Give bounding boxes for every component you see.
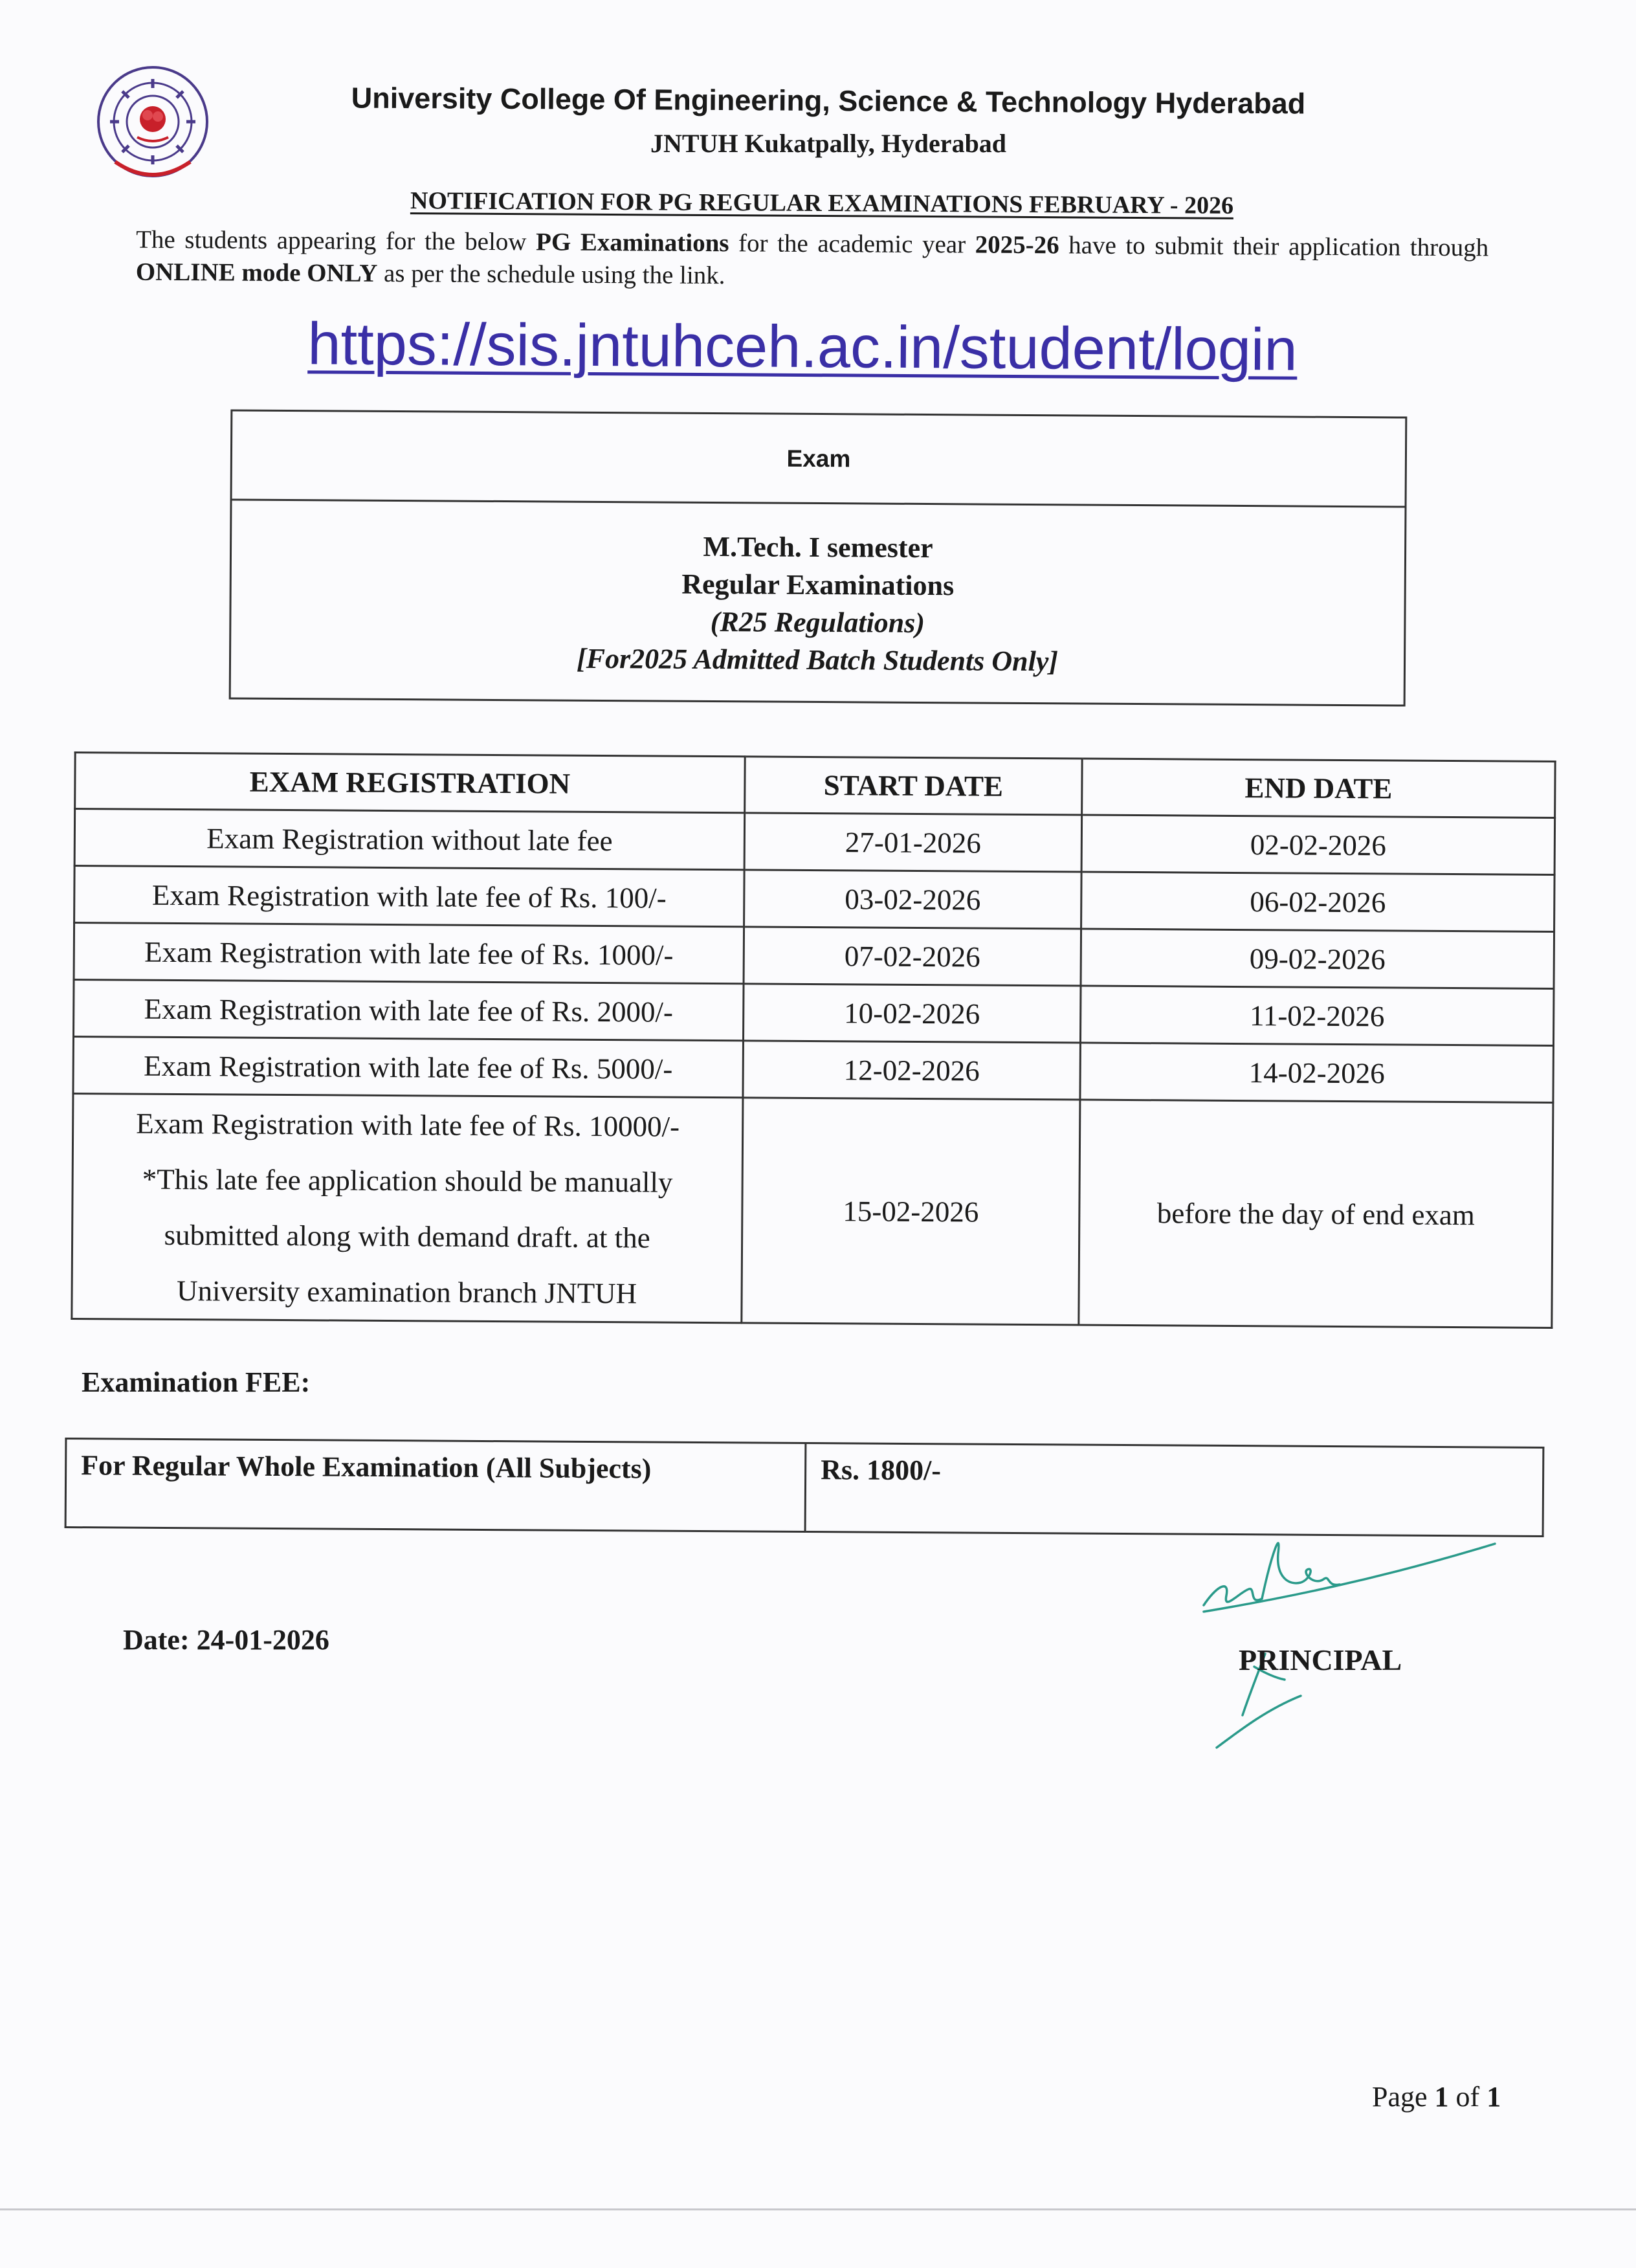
registration-type: Exam Registration without late fee (74, 809, 745, 870)
table-row (74, 980, 1554, 1046)
exam-box (229, 409, 1408, 706)
registration-note-line: *This late fee application should be manually (142, 1162, 673, 1199)
registration-link[interactable]: https://sis.jntuhceh.ac.in/student/login (307, 311, 1298, 383)
start-date: 10-02-2026 (743, 984, 1081, 1043)
university-logo (96, 65, 210, 179)
start-date: 07-02-2026 (744, 927, 1081, 986)
registration-type: Exam Registration with late fee of Rs. 5000/- (73, 1037, 744, 1098)
registration-type: Exam Registration with late fee of Rs. 1000/- (74, 923, 744, 984)
intro-paragraph: The students appearing for the below PG Examinations for the academic year 2025-26 have to submit their application through ONLINE mode ONLY as per the schedule using the link. (135, 225, 1489, 290)
registration-schedule-table (71, 751, 1556, 1329)
registration-type: Exam Registration with late fee of Rs. 2000/- (74, 980, 744, 1041)
start-date: 27-01-2026 (744, 813, 1082, 872)
table-row (74, 809, 1554, 875)
column-header-registration: EXAM REGISTRATION (75, 753, 746, 813)
end-date: 02-02-2026 (1081, 815, 1555, 874)
registration-type-late-fee-10000 (72, 1094, 743, 1323)
end-date: 14-02-2026 (1080, 1043, 1554, 1102)
notification-title: NOTIFICATION FOR PG REGULAR EXAMINATIONS FEBRUARY - 2026 (410, 187, 1234, 219)
notice-date: Date: 24-01-2026 (123, 1624, 329, 1656)
fee-item: For Regular Whole Examination (All Subjects) (65, 1439, 806, 1532)
end-date: before the day of end exam (1079, 1100, 1553, 1328)
principal-title: PRINCIPAL (1239, 1643, 1402, 1676)
exam-type: Regular Examinations (681, 568, 955, 602)
bottom-divider (0, 2208, 1636, 2210)
college-subtitle: JNTUH Kukatpally, Hyderabad (650, 129, 1007, 158)
college-name: University College Of Engineering, Science & Technology Hyderabad (351, 81, 1306, 120)
table-row (74, 866, 1554, 932)
registration-note-line: University examination branch JNTUH (176, 1274, 637, 1309)
page-number: Page 1 of 1 (1372, 2081, 1501, 2113)
exam-course: M.Tech. I semester (703, 530, 933, 564)
fee-heading: Examination FEE: (82, 1366, 311, 1398)
registration-line: Exam Registration with late fee of Rs. 10000/- (136, 1107, 680, 1143)
table-row (72, 1094, 1553, 1328)
end-date: 06-02-2026 (1081, 872, 1555, 931)
table-header-row (75, 753, 1555, 818)
end-date: 11-02-2026 (1080, 986, 1554, 1045)
table-row (73, 1037, 1553, 1103)
start-date: 03-02-2026 (744, 870, 1082, 929)
exam-regulation: (R25 Regulations) (710, 605, 925, 639)
fee-amount: Rs. 1800/- (805, 1443, 1543, 1537)
start-date: 12-02-2026 (743, 1041, 1081, 1100)
exam-box-body (231, 500, 1405, 682)
column-header-end-date: END DATE (1082, 759, 1556, 817)
registration-type: Exam Registration with late fee of Rs. 100/- (74, 866, 745, 927)
exam-batch: [For2025 Admitted Batch Students Only] (576, 642, 1059, 678)
start-date: 15-02-2026 (742, 1098, 1080, 1325)
end-date: 09-02-2026 (1081, 929, 1554, 988)
registration-note-line: submitted along with demand draft. at the (164, 1218, 650, 1254)
table-row (74, 923, 1554, 989)
exam-box-header: Exam (232, 411, 1406, 507)
column-header-start-date: START DATE (745, 757, 1083, 815)
